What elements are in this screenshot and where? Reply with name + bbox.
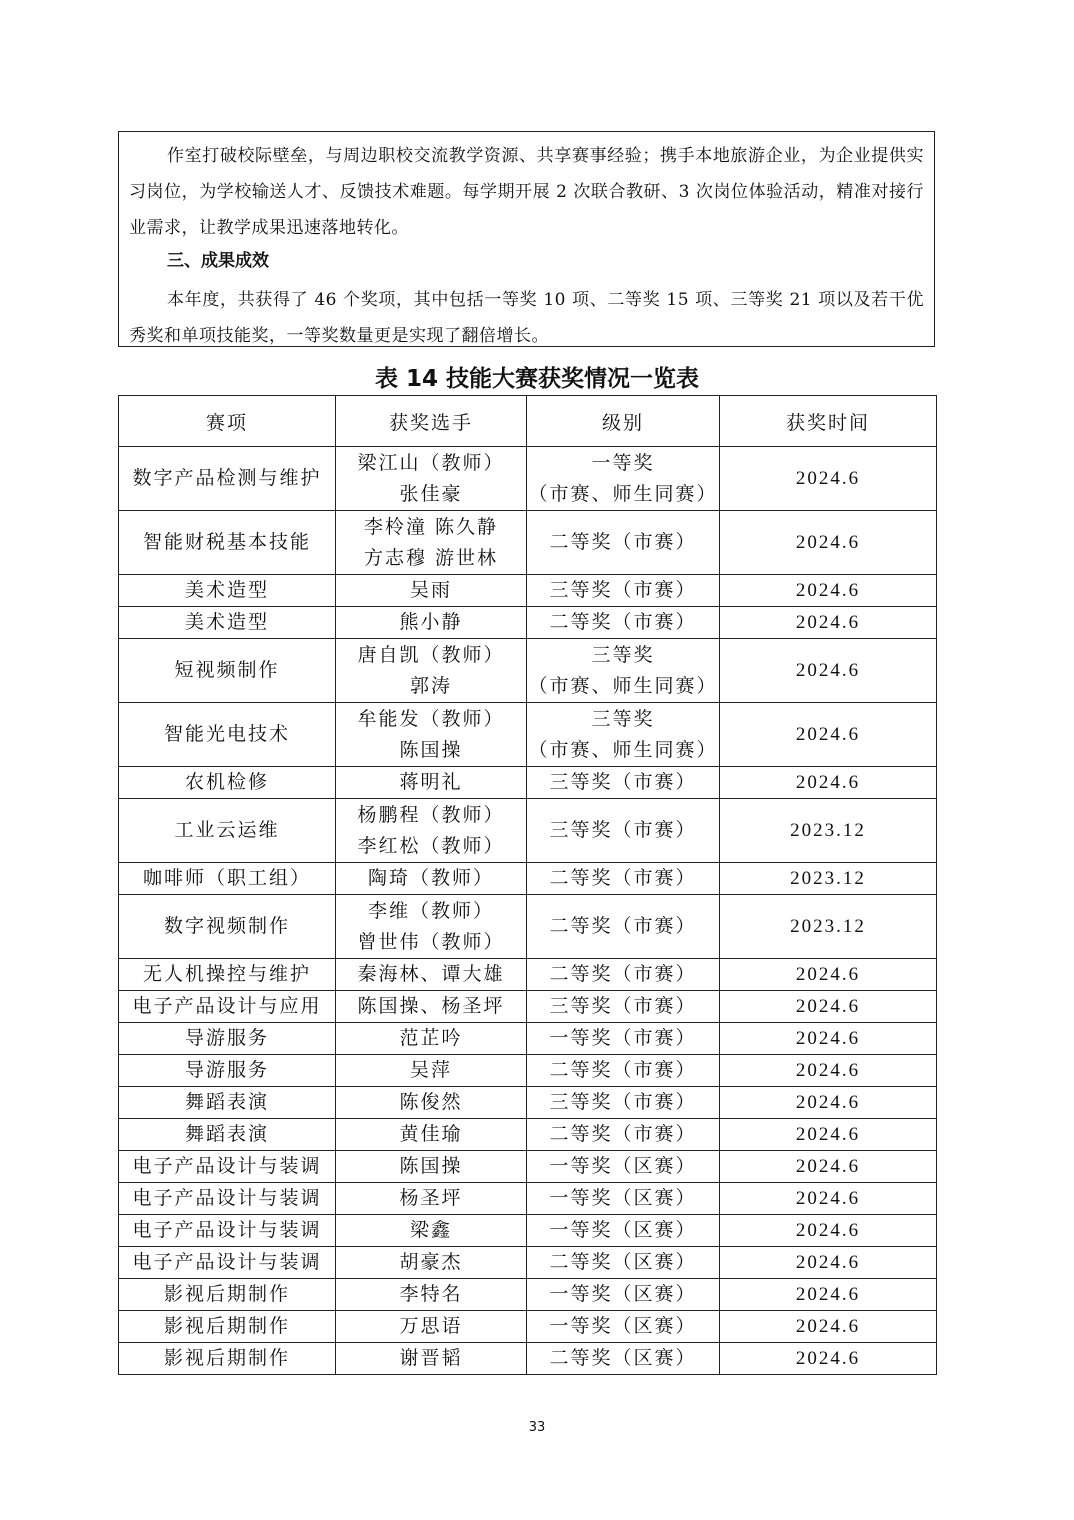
cell-event: 短视频制作 bbox=[119, 639, 336, 703]
cell-event: 数字产品检测与维护 bbox=[119, 447, 336, 511]
cell-event: 数字视频制作 bbox=[119, 895, 336, 959]
cell-level bbox=[527, 511, 720, 575]
table-row bbox=[119, 1055, 937, 1087]
cell-event: 智能财税基本技能 bbox=[119, 511, 336, 575]
cell-date: 2024.6 bbox=[720, 1119, 937, 1151]
cell-event: 电子产品设计与装调 bbox=[119, 1247, 336, 1279]
cell-winners-line: 杨圣坪 bbox=[399, 1187, 463, 1209]
cell-event: 影视后期制作 bbox=[119, 1311, 336, 1343]
cell-level-line: 一等奖 bbox=[591, 451, 655, 474]
cell-level-line: 二等奖（市赛） bbox=[549, 611, 697, 633]
cell-winners bbox=[336, 1087, 527, 1119]
table-row bbox=[119, 575, 937, 607]
table-row bbox=[119, 1279, 937, 1311]
cell-level-line: （市赛、师生同赛） bbox=[528, 738, 718, 761]
cell-level-line: 三等奖（市赛） bbox=[549, 579, 697, 601]
cell-level bbox=[527, 1343, 720, 1375]
cell-winners-line: 牟能发（教师） bbox=[357, 707, 505, 730]
cell-winners-line: 杨鹏程（教师） bbox=[357, 803, 505, 826]
cell-event: 农机检修 bbox=[119, 767, 336, 799]
table-row bbox=[119, 1343, 937, 1375]
cell-level bbox=[527, 863, 720, 895]
cell-level bbox=[527, 447, 720, 511]
intro-paragraph-2: 本年度，共获得了 46 个奖项，其中包括一等奖 10 项、二等奖 15 项、三等奖 21 项以及若干优秀奖和单项技能奖，一等奖数量更是实现了翻倍增长。 bbox=[129, 290, 924, 346]
cell-winners-line: 李维（教师） bbox=[367, 899, 494, 922]
cell-winners-line: 陈俊然 bbox=[399, 1091, 463, 1113]
cell-level-line: 三等奖（市赛） bbox=[549, 1091, 697, 1113]
cell-level-line: 三等奖（市赛） bbox=[549, 819, 697, 841]
cell-level bbox=[527, 1119, 720, 1151]
table-row bbox=[119, 1311, 937, 1343]
cell-level bbox=[527, 959, 720, 991]
cell-date: 2023.12 bbox=[720, 863, 937, 895]
cell-event: 智能光电技术 bbox=[119, 703, 336, 767]
cell-winners-line: 曾世伟（教师） bbox=[357, 930, 505, 953]
cell-date: 2023.12 bbox=[720, 895, 937, 959]
cell-date: 2024.6 bbox=[720, 703, 937, 767]
cell-winners bbox=[336, 1151, 527, 1183]
cell-level-line: 二等奖（市赛） bbox=[549, 867, 697, 889]
cell-winners-line: 吴雨 bbox=[409, 579, 452, 601]
cell-winners-line: 胡豪杰 bbox=[399, 1251, 463, 1273]
table-row bbox=[119, 1151, 937, 1183]
cell-event: 舞蹈表演 bbox=[119, 1087, 336, 1119]
cell-winners bbox=[336, 1343, 527, 1375]
cell-winners bbox=[336, 959, 527, 991]
cell-winners-line: 方志穆 游世林 bbox=[363, 546, 499, 569]
cell-level-line: 一等奖（区赛） bbox=[549, 1219, 697, 1241]
cell-winners-line: 陈国操、杨圣坪 bbox=[357, 995, 505, 1017]
cell-level-line: 三等奖 bbox=[591, 643, 655, 666]
cell-date: 2023.12 bbox=[720, 799, 937, 863]
cell-level-line: 二等奖（区赛） bbox=[549, 1251, 697, 1273]
cell-level bbox=[527, 639, 720, 703]
cell-winners-line: 秦海林、谭大雄 bbox=[357, 963, 505, 985]
header-date: 获奖时间 bbox=[720, 396, 937, 447]
table-row bbox=[119, 767, 937, 799]
awards-table-body bbox=[119, 447, 937, 1375]
section-heading: 三、成果成效 bbox=[167, 251, 269, 271]
cell-level-line: 一等奖（区赛） bbox=[549, 1315, 697, 1337]
cell-level bbox=[527, 991, 720, 1023]
cell-level-line: 三等奖（市赛） bbox=[549, 995, 697, 1017]
header-event: 赛项 bbox=[119, 396, 336, 447]
table-row bbox=[119, 959, 937, 991]
cell-event: 导游服务 bbox=[119, 1055, 336, 1087]
cell-level-line: 二等奖（市赛） bbox=[549, 915, 697, 937]
cell-date: 2024.6 bbox=[720, 1247, 937, 1279]
cell-level-line: （市赛、师生同赛） bbox=[528, 674, 718, 697]
cell-event: 舞蹈表演 bbox=[119, 1119, 336, 1151]
cell-level bbox=[527, 1023, 720, 1055]
table-row bbox=[119, 1183, 937, 1215]
table-row bbox=[119, 799, 937, 863]
cell-event: 电子产品设计与装调 bbox=[119, 1215, 336, 1247]
cell-winners bbox=[336, 607, 527, 639]
cell-level-line: 二等奖（市赛） bbox=[549, 1123, 697, 1145]
cell-event: 咖啡师（职工组） bbox=[119, 863, 336, 895]
cell-event: 工业云运维 bbox=[119, 799, 336, 863]
table-row bbox=[119, 1087, 937, 1119]
cell-winners-line: 谢晋韬 bbox=[399, 1347, 463, 1369]
table-header-row bbox=[119, 396, 937, 447]
cell-level bbox=[527, 575, 720, 607]
cell-winners-line: 蒋明礼 bbox=[399, 771, 463, 793]
cell-level bbox=[527, 767, 720, 799]
cell-date: 2024.6 bbox=[720, 639, 937, 703]
cell-winners-line: 唐自凯（教师） bbox=[357, 643, 505, 666]
cell-level bbox=[527, 1151, 720, 1183]
cell-level bbox=[527, 1279, 720, 1311]
cell-winners-line: 张佳豪 bbox=[399, 482, 463, 505]
cell-level-line: 一等奖（区赛） bbox=[549, 1155, 697, 1177]
cell-date: 2024.6 bbox=[720, 511, 937, 575]
table-row bbox=[119, 895, 937, 959]
cell-level bbox=[527, 703, 720, 767]
cell-level-line: 二等奖（市赛） bbox=[549, 963, 697, 985]
cell-level-line: 二等奖（区赛） bbox=[549, 1347, 697, 1369]
table-row bbox=[119, 863, 937, 895]
cell-level bbox=[527, 1183, 720, 1215]
cell-level-line: （市赛、师生同赛） bbox=[528, 482, 718, 505]
cell-winners-line: 吴萍 bbox=[409, 1059, 452, 1081]
cell-event: 无人机操控与维护 bbox=[119, 959, 336, 991]
cell-winners bbox=[336, 1215, 527, 1247]
cell-date: 2024.6 bbox=[720, 447, 937, 511]
cell-date: 2024.6 bbox=[720, 1087, 937, 1119]
cell-winners-line: 陈国操 bbox=[399, 738, 463, 761]
cell-winners-line: 陈国操 bbox=[399, 1155, 463, 1177]
cell-winners-line: 范芷吟 bbox=[399, 1027, 463, 1049]
header-level: 级别 bbox=[527, 396, 720, 447]
cell-date: 2024.6 bbox=[720, 1343, 937, 1375]
page-number: 33 bbox=[528, 1420, 546, 1435]
intro-paragraph-1: 作室打破校际壁垒，与周边职校交流教学资源、共享赛事经验；携手本地旅游企业，为企业提供实习岗位，为学校输送人才、反馈技术难题。每学期开展 2 次联合教研、3 次岗位体验活动，精准对接行业需求，让教学成果迅速落地转化。 bbox=[129, 146, 924, 238]
cell-event: 导游服务 bbox=[119, 1023, 336, 1055]
cell-winners bbox=[336, 1247, 527, 1279]
cell-event: 影视后期制作 bbox=[119, 1343, 336, 1375]
cell-winners bbox=[336, 1183, 527, 1215]
cell-winners-line: 熊小静 bbox=[399, 611, 463, 633]
cell-winners bbox=[336, 863, 527, 895]
cell-event: 电子产品设计与应用 bbox=[119, 991, 336, 1023]
table-row bbox=[119, 639, 937, 703]
table-title: 表 14 技能大赛获奖情况一览表 bbox=[374, 366, 700, 392]
cell-winners bbox=[336, 1311, 527, 1343]
cell-event: 美术造型 bbox=[119, 575, 336, 607]
cell-winners bbox=[336, 895, 527, 959]
cell-winners-line: 梁江山（教师） bbox=[357, 451, 505, 474]
cell-winners-line: 陶琦（教师） bbox=[367, 867, 494, 889]
table-row bbox=[119, 1119, 937, 1151]
cell-winners bbox=[336, 1023, 527, 1055]
cell-level bbox=[527, 607, 720, 639]
table-row bbox=[119, 991, 937, 1023]
table-row bbox=[119, 447, 937, 511]
cell-date: 2024.6 bbox=[720, 1183, 937, 1215]
cell-winners-line: 郭涛 bbox=[409, 674, 452, 697]
cell-winners-line: 李红松（教师） bbox=[357, 834, 505, 857]
table-row bbox=[119, 1247, 937, 1279]
cell-date: 2024.6 bbox=[720, 1055, 937, 1087]
awards-table bbox=[118, 395, 937, 1375]
cell-level-line: 一等奖（市赛） bbox=[549, 1027, 697, 1049]
cell-level-line: 一等奖（区赛） bbox=[549, 1187, 697, 1209]
cell-date: 2024.6 bbox=[720, 575, 937, 607]
cell-date: 2024.6 bbox=[720, 991, 937, 1023]
cell-event: 电子产品设计与装调 bbox=[119, 1183, 336, 1215]
cell-winners bbox=[336, 575, 527, 607]
table-row bbox=[119, 607, 937, 639]
cell-level-line: 二等奖（市赛） bbox=[549, 1059, 697, 1081]
cell-level bbox=[527, 1087, 720, 1119]
cell-winners-line: 梁鑫 bbox=[409, 1219, 452, 1241]
cell-winners bbox=[336, 703, 527, 767]
cell-event: 美术造型 bbox=[119, 607, 336, 639]
cell-level bbox=[527, 1055, 720, 1087]
table-row bbox=[119, 703, 937, 767]
cell-date: 2024.6 bbox=[720, 1023, 937, 1055]
cell-date: 2024.6 bbox=[720, 607, 937, 639]
cell-level bbox=[527, 895, 720, 959]
cell-date: 2024.6 bbox=[720, 959, 937, 991]
cell-winners bbox=[336, 799, 527, 863]
header-winners: 获奖选手 bbox=[336, 396, 527, 447]
cell-level bbox=[527, 1215, 720, 1247]
cell-level-line: 三等奖 bbox=[591, 707, 655, 730]
cell-date: 2024.6 bbox=[720, 1279, 937, 1311]
table-row bbox=[119, 511, 937, 575]
cell-winners-line: 黄佳瑜 bbox=[399, 1123, 463, 1145]
table-row bbox=[119, 1215, 937, 1247]
cell-winners-line: 李柃潼 陈久静 bbox=[363, 515, 499, 538]
cell-date: 2024.6 bbox=[720, 1215, 937, 1247]
cell-level bbox=[527, 1311, 720, 1343]
cell-winners bbox=[336, 1119, 527, 1151]
cell-winners bbox=[336, 1055, 527, 1087]
cell-winners bbox=[336, 511, 527, 575]
cell-event: 影视后期制作 bbox=[119, 1279, 336, 1311]
cell-level bbox=[527, 799, 720, 863]
cell-winners bbox=[336, 447, 527, 511]
cell-event: 电子产品设计与装调 bbox=[119, 1151, 336, 1183]
cell-winners bbox=[336, 991, 527, 1023]
cell-date: 2024.6 bbox=[720, 767, 937, 799]
cell-winners bbox=[336, 639, 527, 703]
cell-winners-line: 万思语 bbox=[399, 1315, 463, 1337]
cell-level bbox=[527, 1247, 720, 1279]
cell-winners bbox=[336, 1279, 527, 1311]
cell-level-line: 三等奖（市赛） bbox=[549, 771, 697, 793]
cell-winners bbox=[336, 767, 527, 799]
cell-winners-line: 李特名 bbox=[399, 1283, 463, 1305]
cell-level-line: 二等奖（市赛） bbox=[549, 531, 697, 553]
cell-date: 2024.6 bbox=[720, 1151, 937, 1183]
cell-level-line: 一等奖（区赛） bbox=[549, 1283, 697, 1305]
intro-textbox bbox=[118, 131, 935, 347]
cell-date: 2024.6 bbox=[720, 1311, 937, 1343]
table-row bbox=[119, 1023, 937, 1055]
